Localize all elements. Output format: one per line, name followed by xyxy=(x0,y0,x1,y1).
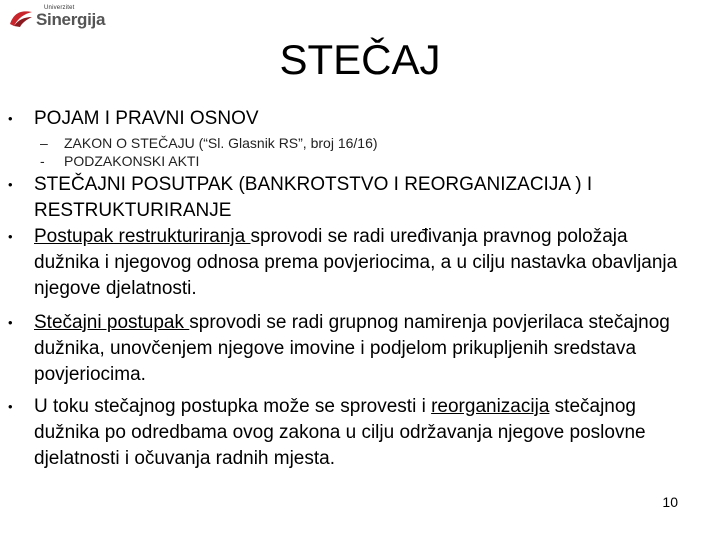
bullet-1-text: POJAM I PRAVNI OSNOV xyxy=(34,108,259,129)
sub-item-1 xyxy=(40,134,378,152)
bullet-2-text: STEČAJNI POSUTPAK (BANKROTSTVO I REORGANIZACIJA ) I RESTRUKTURIRANJE xyxy=(34,174,593,221)
university-logo xyxy=(8,5,106,31)
sub-item-text: PODZAKONSKI AKTI xyxy=(64,153,200,169)
bullet-icon: • xyxy=(8,229,13,244)
bullet-4-text xyxy=(34,310,694,388)
underlined-term: reorganizacija xyxy=(431,396,550,417)
slide-title: STEČAJ xyxy=(279,36,441,83)
sinergija-logo-mark-icon xyxy=(8,8,34,28)
sub-item-text: ZAKON O STEČAJU (“Sl. Glasnik RS”, broj 16/16) xyxy=(64,135,378,151)
bullet-3-text xyxy=(34,224,694,302)
bullet-5-text xyxy=(34,394,694,472)
bullet-3-body: sprovodi se radi uređivanja pravnog položaja dužnika i njegovog odnosa prema povjeriocima, a u cilju nastavka obavljanja njegove djelatnosti. xyxy=(34,226,678,299)
underlined-term: Postupak restrukturiranja xyxy=(34,226,251,247)
bullet-icon: • xyxy=(8,177,13,192)
sub-item-2 xyxy=(40,152,199,170)
bullet-icon: • xyxy=(8,399,13,414)
logo-small-text: Univerzitet xyxy=(44,5,75,11)
sub-item-dash: - xyxy=(40,153,45,169)
sub-item-dash: – xyxy=(40,135,48,151)
bullet-icon: • xyxy=(8,111,13,126)
page-number: 10 xyxy=(662,494,678,510)
underlined-term: Stečajni postupak xyxy=(34,312,190,333)
bullet-icon: • xyxy=(8,315,13,330)
bullet-5-body: stečajnog dužnika po odredbama ovog zakona u cilju održavanja njegove poslovne djelatnosti i očuvanja radnih mjesta. xyxy=(34,396,646,469)
bullet-4-body: sprovodi se radi grupnog namirenja povjerilaca stečajnog dužnika, unovčenjem njegove imovine i podjelom prikupljenih sredstava povjeriocima. xyxy=(34,312,670,385)
logo-name: Sinergija xyxy=(36,10,106,29)
bullet-5-lead: U toku stečajnog postupka može se sprovesti i xyxy=(34,396,432,417)
